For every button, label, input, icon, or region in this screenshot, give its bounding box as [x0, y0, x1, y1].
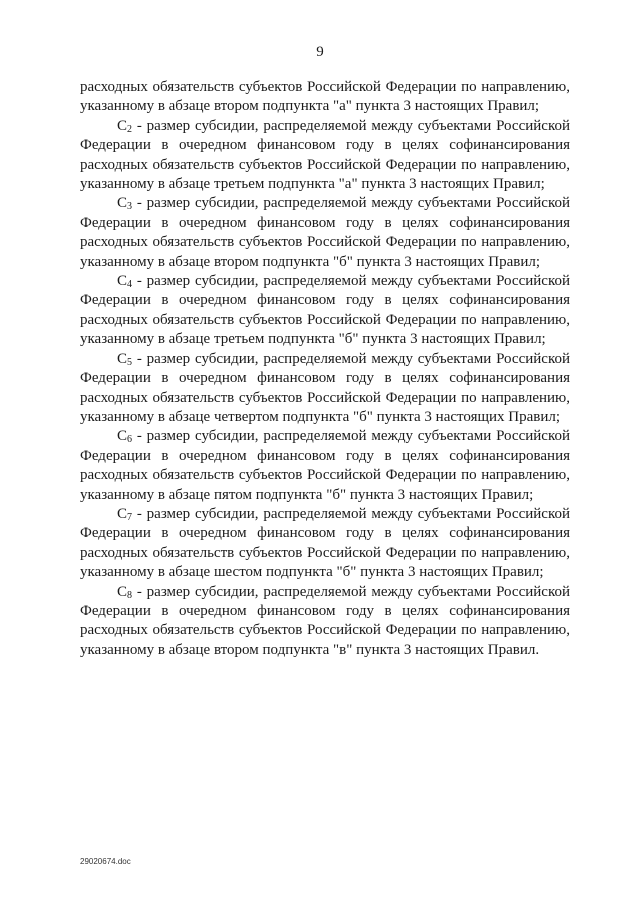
subsidy-definition-paragraph — [80, 505, 570, 583]
subsidy-definition-paragraph — [80, 117, 570, 195]
subsidy-definition-paragraph — [80, 427, 570, 505]
variable-symbol: C — [117, 273, 128, 290]
subsidy-definition-paragraph — [80, 194, 570, 272]
continuation-paragraph: расходных обязательств субъектов Российской Федерации по направлению, указанному в абзаце втором подпункта "а" пункта 3 настоящих Правил; — [80, 79, 570, 115]
variable-subscript: 5 — [127, 356, 133, 368]
variable-symbol: C — [117, 428, 128, 445]
variable-subscript: 8 — [127, 589, 133, 601]
variable-symbol: C — [117, 505, 128, 522]
definition-text: - размер субсидии, распределяемой между субъектами Российской Федерации в очередном финансовом году в целях софинансирования расходных обязательств субъектов Российской Федерации по направлению, указанному в абзаце втором подпункта "в" пункта 3 настоящих Правил. — [80, 583, 570, 658]
definition-text: - размер субсидии, распределяемой между субъектами Российской Федерации в очередном финансовом году в целях софинансирования расходных обязательств субъектов Российской Федерации по направлению, указанному в абзаце шестом подпункта "б" пункта 3 настоящих Правил; — [80, 505, 570, 581]
variable-subscript: 6 — [127, 434, 133, 446]
definition-text: - размер субсидии, распределяемой между субъектами Российской Федерации в очередном финансовом году в целях софинансирования расходных обязательств субъектов Российской Федерации по направлению, указанному в абзаце четвертом подпункта "б" пункта 3 настоящих Правил; — [80, 350, 570, 425]
variable-symbol: C — [117, 195, 128, 212]
page-number: 9 — [316, 44, 324, 60]
variable-symbol: C — [117, 350, 128, 367]
paragraph-list — [80, 117, 570, 660]
definition-text: - размер субсидии, распределяемой между субъектами Российской Федерации в очередном финансовом году в целях софинансирования расходных обязательств субъектов Российской Федерации по направлению, указанному в абзаце третьем подпункта "а" пункта 3 настоящих Правил; — [80, 117, 570, 193]
definition-text: - размер субсидии, распределяемой между субъектами Российской Федерации в очередном финансовом году в целях софинансирования расходных обязательств субъектов Российской Федерации по направлению, указанному в абзаце третьем подпункта "б" пункта 3 настоящих Правил; — [80, 273, 570, 348]
variable-subscript: 4 — [127, 279, 133, 291]
subsidy-definition-paragraph — [80, 272, 570, 350]
variable-subscript: 7 — [127, 511, 133, 523]
variable-symbol: C — [117, 117, 128, 134]
definition-text: - размер субсидии, распределяемой между субъектами Российской Федерации в очередном финансовом году в целях софинансирования расходных обязательств субъектов Российской Федерации по направлению, указанному в абзаце пятом подпункта "б" пункта 3 настоящих Правил; — [80, 428, 570, 503]
variable-subscript: 3 — [127, 201, 133, 213]
document-body — [80, 78, 570, 660]
file-name-footer: 29020674.doc — [80, 857, 131, 866]
definition-text: - размер субсидии, распределяемой между субъектами Российской Федерации в очередном финансовом году в целях софинансирования расходных обязательств субъектов Российской Федерации по направлению, указанному в абзаце втором подпункта "б" пункта 3 настоящих Правил; — [80, 195, 570, 270]
variable-symbol: C — [117, 583, 128, 600]
variable-subscript: 2 — [127, 123, 133, 135]
subsidy-definition-paragraph — [80, 583, 570, 661]
subsidy-definition-paragraph — [80, 350, 570, 428]
